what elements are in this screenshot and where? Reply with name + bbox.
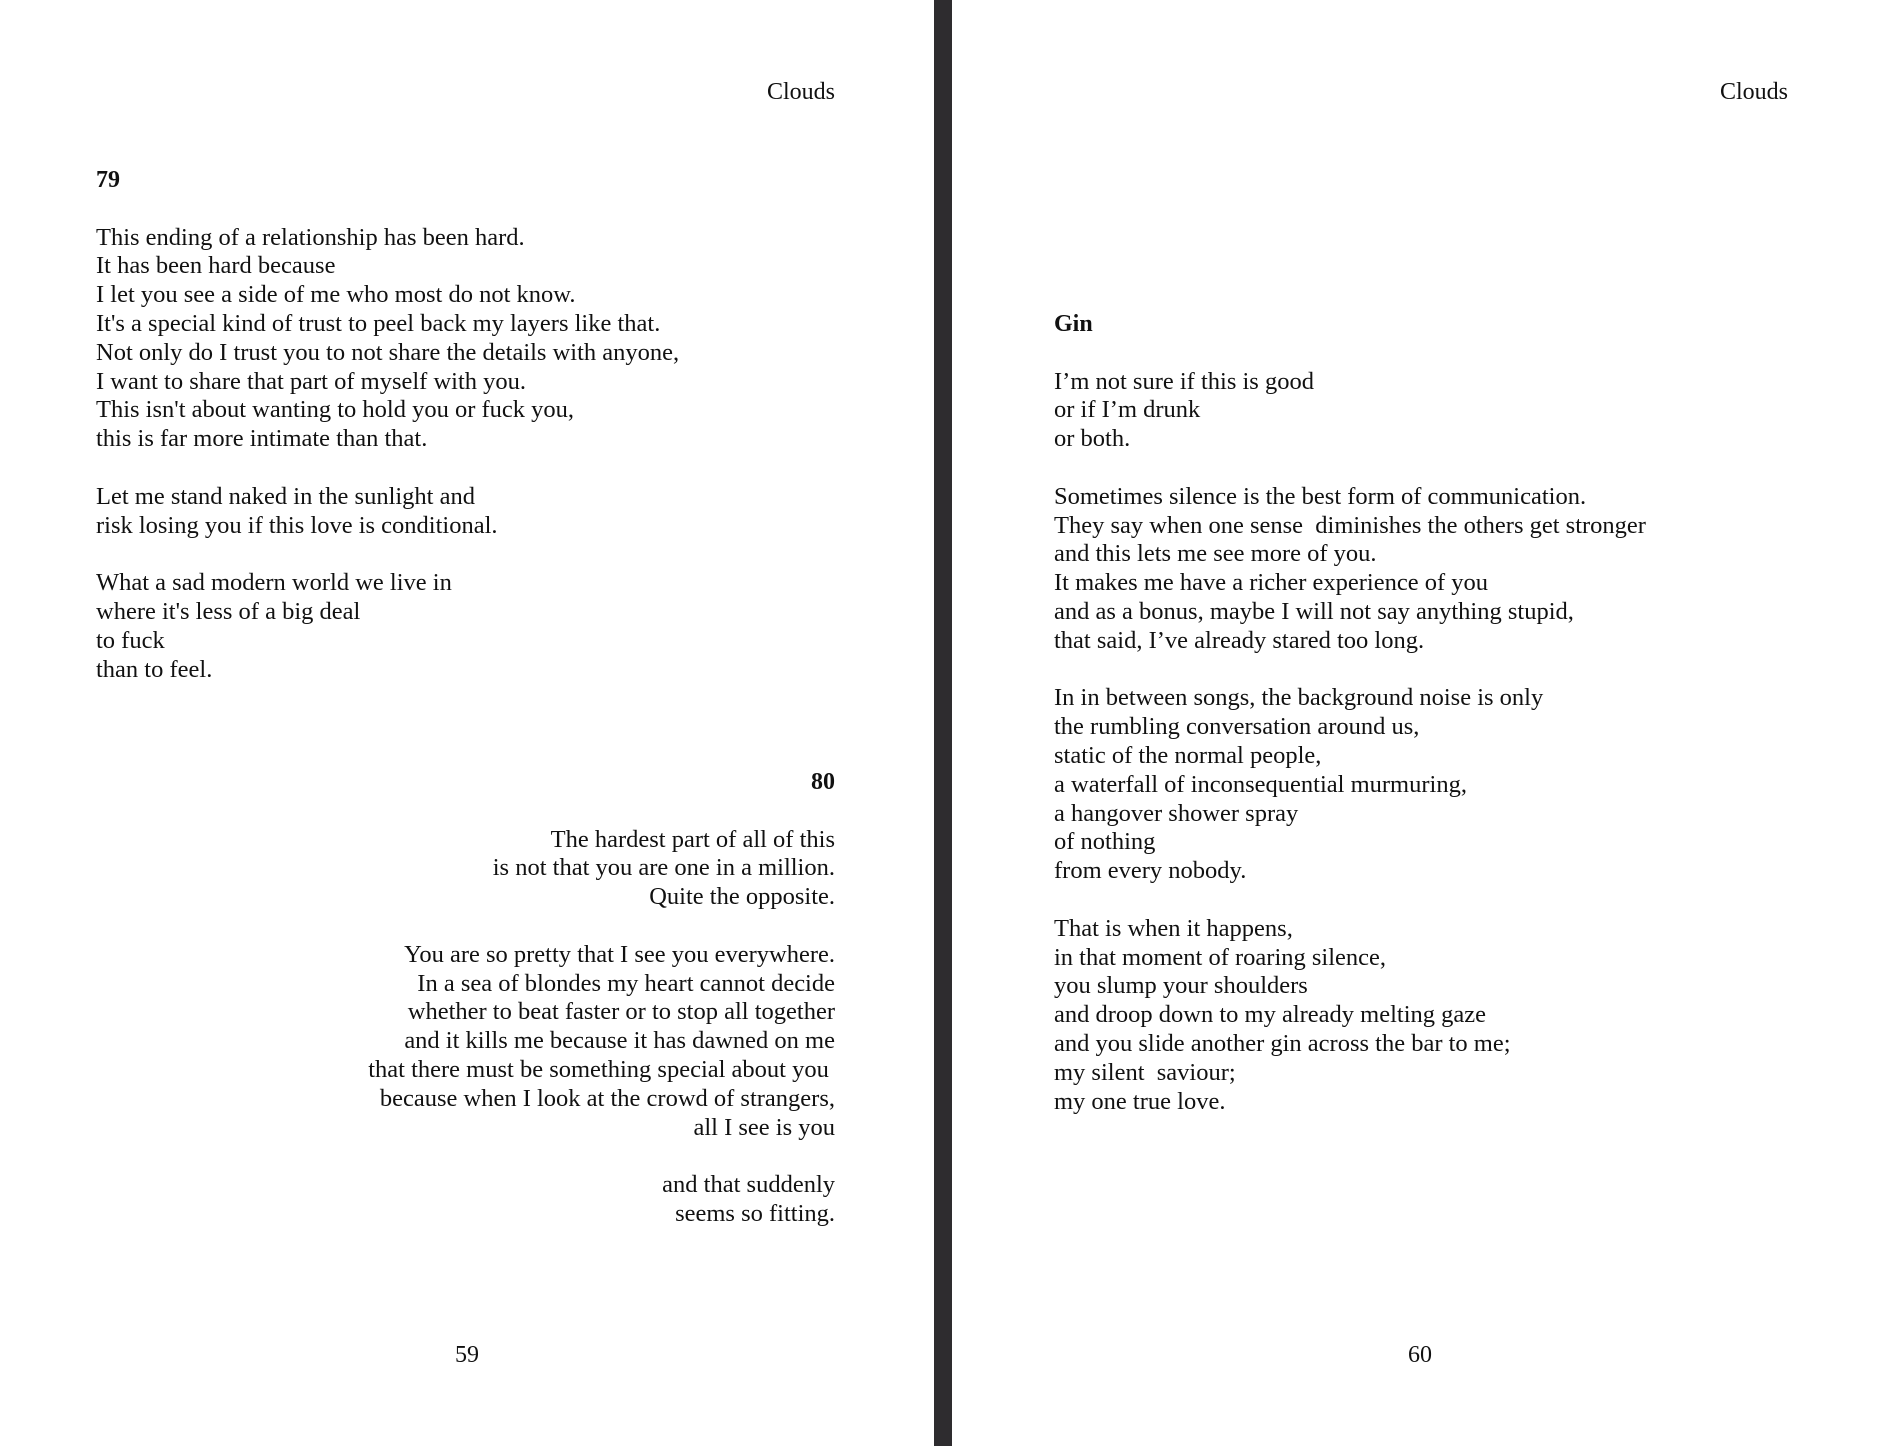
- poem-line: and that suddenly: [662, 1171, 835, 1199]
- poem-title: 79: [96, 167, 120, 193]
- left-page: [0, 0, 934, 1446]
- poem-title: 80: [811, 769, 835, 795]
- page-number: 59: [455, 1342, 479, 1368]
- poem-line: I want to share that part of myself with you.: [96, 367, 527, 395]
- stanza: [96, 483, 679, 541]
- running-head: Clouds: [766, 79, 835, 105]
- poem-line: seems so fitting.: [675, 1199, 835, 1227]
- poem-line: static of the normal people,: [1054, 741, 1322, 769]
- poem-line: and droop down to my already melting gaze: [1054, 1001, 1487, 1029]
- stanza: [368, 826, 835, 912]
- poem-line: The hardest part of all of this: [550, 825, 835, 853]
- poem-line: in that moment of roaring silence,: [1054, 943, 1387, 971]
- poem-gin: [1054, 310, 1646, 1116]
- running-head: Clouds: [1719, 79, 1788, 105]
- poem-line: It makes me have a richer experience of you: [1054, 569, 1488, 597]
- poem-line: In in between songs, the background noise is only: [1054, 684, 1544, 712]
- poem-line: the rumbling conversation around us,: [1054, 713, 1420, 741]
- poem-line: and this lets me see more of you.: [1054, 540, 1377, 568]
- poem-line: In a sea of blondes my heart cannot decide: [417, 969, 835, 997]
- poem-line: This isn't about wanting to hold you or fuck you,: [96, 396, 575, 424]
- poem-line: that said, I’ve already stared too long.: [1054, 626, 1425, 654]
- poem-line: that there must be something special about you: [368, 1055, 835, 1083]
- poem-line: and it kills me because it has dawned on me: [404, 1027, 835, 1055]
- poem-line: It's a special kind of trust to peel back my layers like that.: [96, 309, 661, 337]
- page-number: 60: [1408, 1342, 1432, 1368]
- poem-line: my silent saviour;: [1054, 1058, 1236, 1086]
- right-page: [952, 0, 1888, 1446]
- poem-line: or both.: [1054, 425, 1131, 453]
- poem-line: Sometimes silence is the best form of communication.: [1054, 482, 1587, 510]
- stanza: [368, 1171, 835, 1229]
- poem-line: than to feel.: [96, 655, 213, 683]
- poem-line: and as a bonus, maybe I will not say anything stupid,: [1054, 597, 1574, 625]
- poem-line: of nothing: [1054, 828, 1156, 856]
- poem-line: or if I’m drunk: [1054, 396, 1201, 424]
- stanza: [368, 941, 835, 1143]
- poem-title: Gin: [1054, 311, 1093, 337]
- stanza: [1054, 368, 1646, 454]
- poem-line: This ending of a relationship has been hard.: [96, 223, 525, 251]
- stanza: [1054, 483, 1646, 656]
- poem-line: all I see is you: [693, 1113, 835, 1141]
- poem-line: my one true love.: [1054, 1087, 1226, 1115]
- poem-line: That is when it happens,: [1054, 914, 1293, 942]
- poem-line: is not that you are one in a million.: [492, 854, 835, 882]
- poem-80: [368, 768, 835, 1229]
- poem-line: Quite the opposite.: [649, 883, 835, 911]
- poem-line: They say when one sense diminishes the others get stronger: [1054, 511, 1646, 539]
- poem-line: where it's less of a big deal: [96, 597, 361, 625]
- poem-line: and you slide another gin across the bar to me;: [1054, 1029, 1511, 1057]
- poem-line: I’m not sure if this is good: [1054, 367, 1314, 395]
- poem-line: a hangover shower spray: [1054, 799, 1299, 827]
- poem-79: [96, 166, 679, 684]
- poem-line: because when I look at the crowd of strangers,: [379, 1084, 835, 1112]
- poem-line: risk losing you if this love is conditional.: [96, 511, 498, 539]
- poem-line: you slump your shoulders: [1054, 972, 1308, 1000]
- poem-line: whether to beat faster or to stop all together: [407, 998, 835, 1026]
- stanza: [96, 224, 679, 454]
- page-divider: [934, 0, 952, 1446]
- poem-line: this is far more intimate than that.: [96, 425, 428, 453]
- poem-line: What a sad modern world we live in: [96, 569, 452, 597]
- poem-line: a waterfall of inconsequential murmuring,: [1054, 770, 1467, 798]
- stanza: [1054, 915, 1646, 1117]
- poem-line: It has been hard because: [96, 252, 336, 280]
- poem-line: Not only do I trust you to not share the details with anyone,: [96, 338, 680, 366]
- poem-line: You are so pretty that I see you everywhere.: [404, 940, 835, 968]
- poem-line: from every nobody.: [1054, 857, 1247, 885]
- poem-line: I let you see a side of me who most do not know.: [96, 281, 576, 309]
- poem-line: Let me stand naked in the sunlight and: [96, 482, 475, 510]
- poem-line: to fuck: [96, 626, 165, 654]
- stanza: [1054, 684, 1646, 886]
- stanza: [96, 569, 679, 684]
